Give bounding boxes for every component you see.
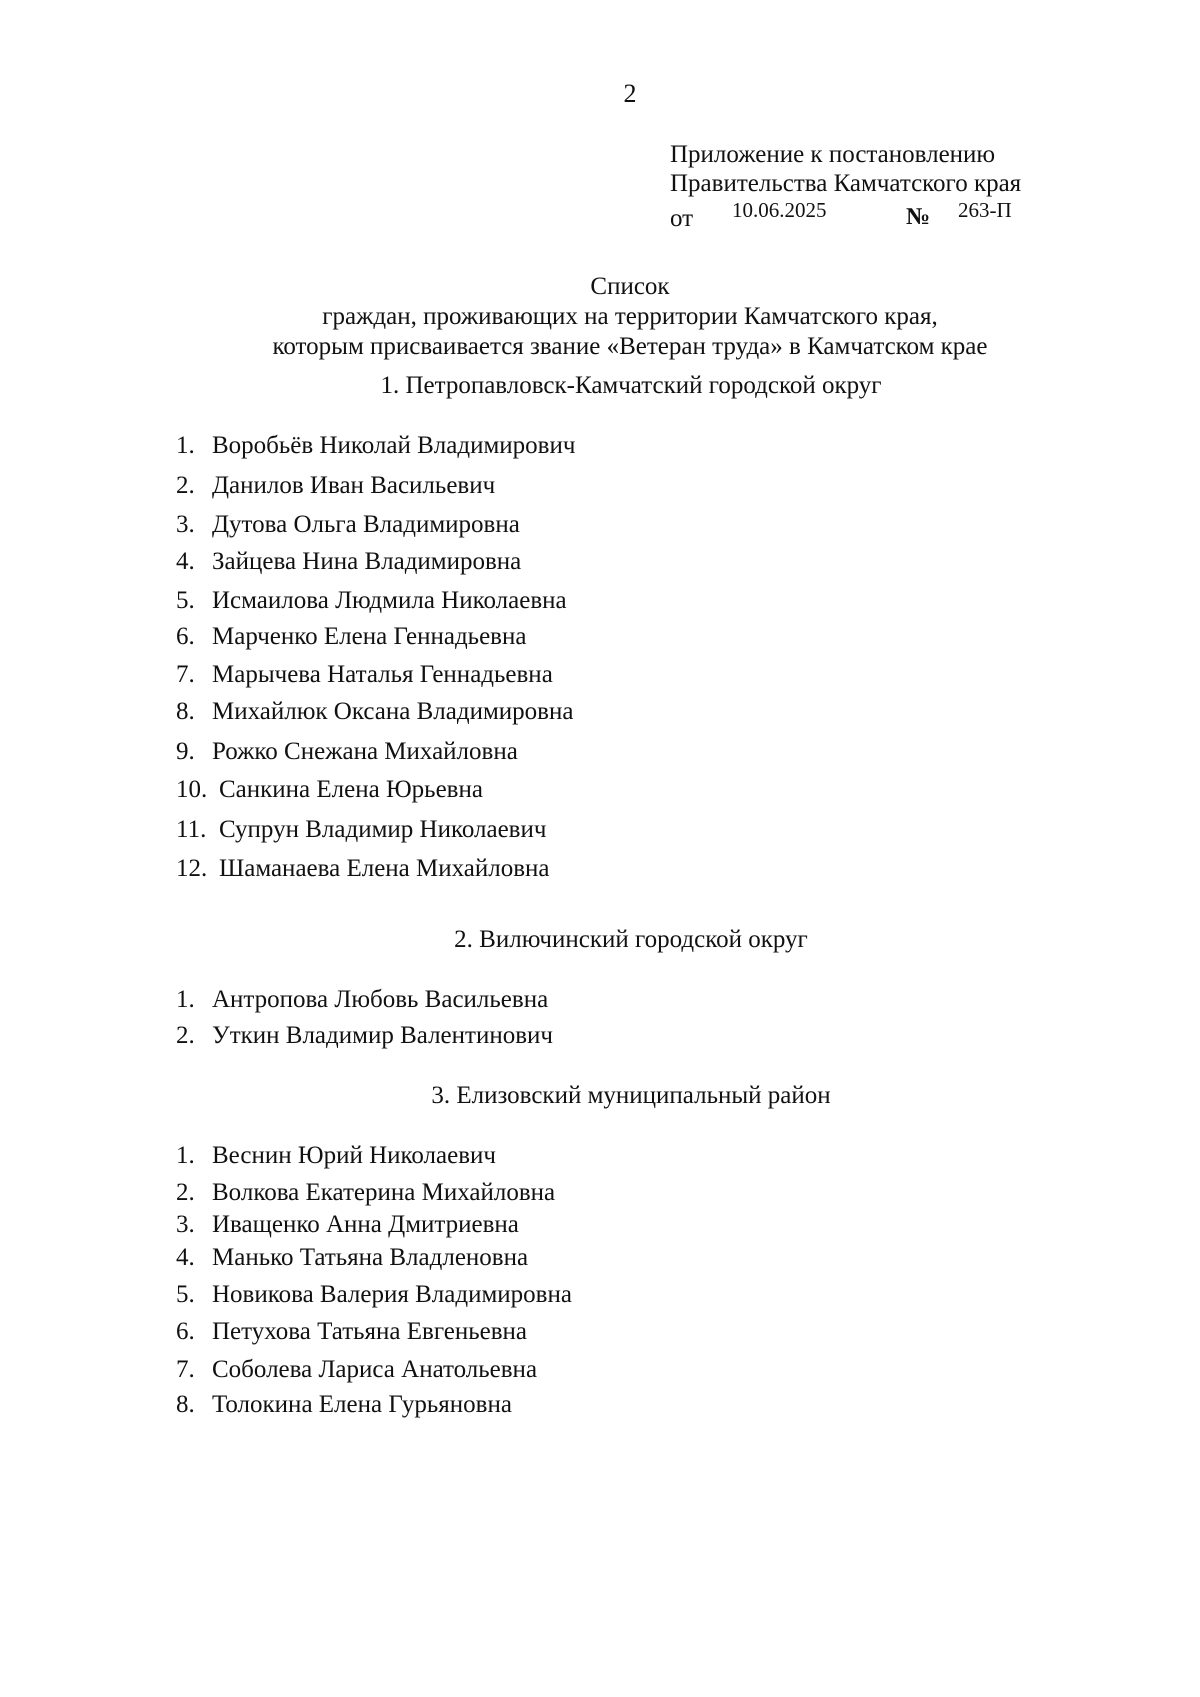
- list-item: [176, 1318, 527, 1346]
- list-item-number: 8.: [176, 698, 195, 725]
- person-name: Веснин Юрий Николаевич: [212, 1142, 496, 1169]
- document-date: 10.06.2025: [732, 198, 827, 222]
- title-line-1: Список: [590, 273, 670, 300]
- person-name: Шаманаева Елена Михайловна: [219, 855, 550, 882]
- list-item-number: 11.: [176, 816, 207, 843]
- list-item-number: 4.: [176, 1244, 195, 1271]
- list-item-number: 12.: [176, 855, 208, 882]
- list-item-number: 1.: [176, 986, 195, 1013]
- list-item-number: 3.: [176, 1211, 195, 1238]
- list-item-number: 2.: [176, 472, 195, 499]
- list-item: [176, 432, 575, 460]
- list-item-number: 8.: [176, 1391, 195, 1418]
- list-item: [176, 472, 495, 500]
- person-name: Соболева Лариса Анатольевна: [212, 1356, 538, 1383]
- person-name: Зайцева Нина Владимировна: [212, 548, 522, 575]
- list-item-number: 4.: [176, 548, 195, 575]
- person-name: Исмаилова Людмила Николаевна: [212, 587, 567, 614]
- appendix-block: [670, 140, 1022, 232]
- person-name: Марычева Наталья Геннадьевна: [212, 661, 553, 688]
- list-item: [176, 986, 548, 1014]
- list-item-number: 7.: [176, 1356, 195, 1383]
- appendix-line-1: Приложение к постановлению: [670, 141, 996, 168]
- list-item: [176, 1391, 512, 1419]
- person-name: Новикова Валерия Владимировна: [212, 1281, 572, 1308]
- person-name: Дутова Ольга Владимировна: [212, 511, 520, 538]
- person-name: Волкова Екатерина Михайловна: [212, 1179, 556, 1206]
- district-title-3: 3. Елизовский муниципальный район: [431, 1082, 831, 1109]
- person-name: Петухова Татьяна Евгеньевна: [212, 1318, 528, 1345]
- list-item: [176, 776, 483, 804]
- list-item-number: 9.: [176, 738, 195, 765]
- list-item-number: 2.: [176, 1179, 195, 1206]
- person-name: Воробьёв Николай Владимирович: [212, 432, 576, 459]
- list-item: [176, 1244, 528, 1272]
- district-title-2: 2. Вилючинский городской округ: [454, 926, 808, 953]
- list-item: [176, 511, 520, 539]
- person-name: Антропова Любовь Васильевна: [212, 986, 549, 1013]
- document-title: [0, 272, 1200, 362]
- list-item: [176, 623, 526, 651]
- person-name: Иващенко Анна Дмитриевна: [212, 1211, 519, 1238]
- list-item-number: 6.: [176, 1318, 195, 1345]
- district-title-1: 1. Петропавловск-Камчатский городской округ: [380, 372, 882, 399]
- person-name: Манько Татьяна Владленовна: [212, 1244, 529, 1271]
- from-label: от: [670, 205, 694, 232]
- list-item-number: 5.: [176, 1281, 195, 1308]
- list-item: [176, 1356, 537, 1384]
- person-name: Уткин Владимир Валентинович: [212, 1022, 553, 1049]
- list-item-number: 10.: [176, 776, 208, 803]
- person-name: Рожко Снежана Михайловна: [212, 738, 518, 765]
- number-sign: №: [906, 204, 931, 230]
- person-name: Михайлюк Оксана Владимировна: [212, 698, 574, 725]
- list-item: [176, 1281, 572, 1309]
- list-item: [176, 548, 521, 576]
- title-line-2: граждан, проживающих на территории Камчатского края,: [322, 303, 938, 330]
- list-item: [176, 1211, 519, 1239]
- list-item: [176, 816, 546, 844]
- list-item: [176, 1022, 553, 1050]
- list-item: [176, 1179, 555, 1207]
- list-item: [176, 698, 573, 726]
- list-item-number: 7.: [176, 661, 195, 688]
- person-name: Супрун Владимир Николаевич: [219, 816, 547, 843]
- person-name: Марченко Елена Геннадьевна: [212, 623, 527, 650]
- list-item-number: 5.: [176, 587, 195, 614]
- list-item-number: 2.: [176, 1022, 195, 1049]
- list-item-number: 3.: [176, 511, 195, 538]
- person-name: Санкина Елена Юрьевна: [219, 776, 483, 803]
- list-item-number: 6.: [176, 623, 195, 650]
- appendix-line-2: Правительства Камчатского края: [670, 170, 1022, 197]
- list-item-number: 1.: [176, 1142, 195, 1169]
- title-line-3: которым присваивается звание «Ветеран труда» в Камчатском крае: [272, 333, 988, 360]
- person-name: Толокина Елена Гурьяновна: [212, 1391, 512, 1418]
- list-item: [176, 738, 518, 766]
- page-number: 2: [623, 79, 637, 108]
- document-number: 263-П: [958, 198, 1012, 222]
- list-item: [176, 587, 567, 615]
- person-name: Данилов Иван Васильевич: [212, 472, 496, 499]
- list-item: [176, 855, 550, 883]
- appendix-date-row: [670, 198, 1021, 232]
- list-item-number: 1.: [176, 432, 195, 459]
- list-item: [176, 661, 553, 689]
- list-item: [176, 1142, 496, 1170]
